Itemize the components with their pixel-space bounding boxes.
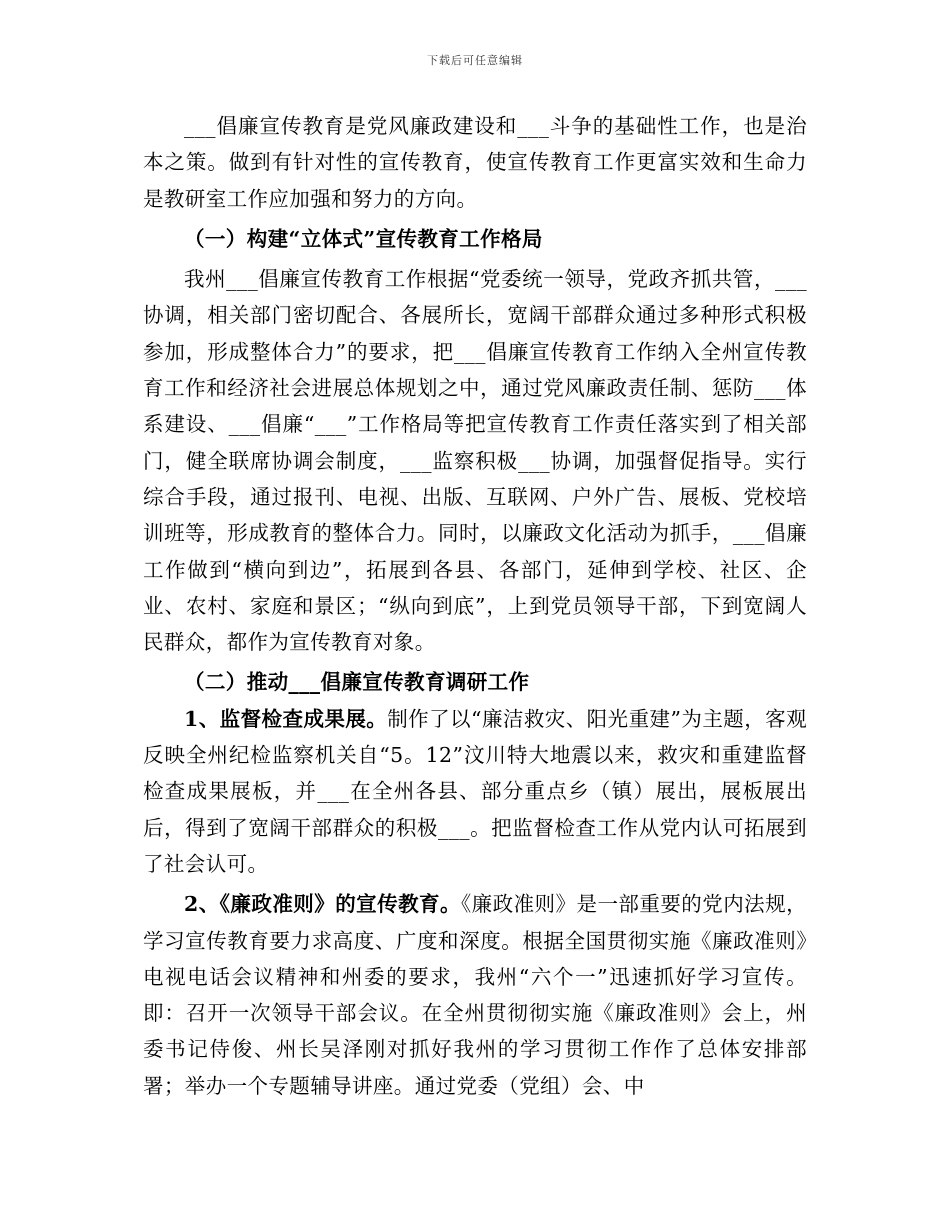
item-2-lead: 2、《廉政准则》的宣传教育。 <box>184 892 461 917</box>
page-header-note: 下载后可任意编辑 <box>427 54 523 67</box>
section-1-paragraph: 我州___倡廉宣传教育工作根据“党委统一领导，党政齐抓共管，___协调，相关部门密切配合、各展所长，宽阔干部群众通过多种形式积极参加，形成整体合力”的要求，把___倡廉宣传教育工作纳入全州宣传教育工作和经济社会进展总体规划之中，通过党风廉政责任制、惩防___体系建设、___倡廉“___”工作格局等把宣传教育工作责任落实到了相关部门，健全联席协调会制度，___监察积极___协调，加强督促指导。实行综合手段，通过报刊、电视、出版、互联网、户外广告、展板、党校培训班等，形成教育的整体合力。同时，以廉政文化活动为抓手，___倡廉工作做到“横向到边”，拓展到各县、各部门，延伸到学校、社区、企业、农村、家庭和景区；“纵向到底”，上到党员领导干部，下到宽阔人民群众，都作为宣传教育对象。 <box>143 267 807 655</box>
item-1-body: 制作了以“廉洁救灾、阳光重建”为主题，客观反映全州纪检监察机关自“5。12”汶川特大地震以来，救灾和重建监督检查成果展板，并___在全州各县、部分重点乡（镇）展出，展板展出后，得到了宽阔干部群众的积极___。把监督检查工作从党内认可拓展到了社会认可。 <box>143 706 808 876</box>
item-2-body: 《廉政准则》是一部重要的党内法规，学习宣传教育要力求高度、广度和深度。根据全国贯彻实施《廉政准则》电视电话会议精神和州委的要求，我州“六个一”迅速抓好学习宣传。即：召开一次领导干部会议。在全州贯彻彻实施《廉政准则》会上，州委书记侍俊、州长吴泽刚对抓好我州的学习贯彻工作作了总体安排部署；举办一个专题辅导讲座。通过党委（党组）会、中 <box>143 892 807 1098</box>
item-1-paragraph <box>143 701 807 882</box>
section-heading-1: （一）构建“立体式”宣传教育工作格局 <box>184 226 543 251</box>
item-2-paragraph <box>143 886 807 1104</box>
document-body <box>143 108 807 1104</box>
intro-paragraph: ___倡廉宣传教育是党风廉政建设和___斗争的基础性工作，也是治本之策。做到有针对性的宣传教育，使宣传教育工作更富实效和生命力是教研室工作应加强和努力的方向。 <box>143 114 807 211</box>
item-1-lead: 1、监督检查成果展。 <box>184 706 388 731</box>
section-heading-2: （二）推动___倡廉宣传教育调研工作 <box>184 670 530 695</box>
